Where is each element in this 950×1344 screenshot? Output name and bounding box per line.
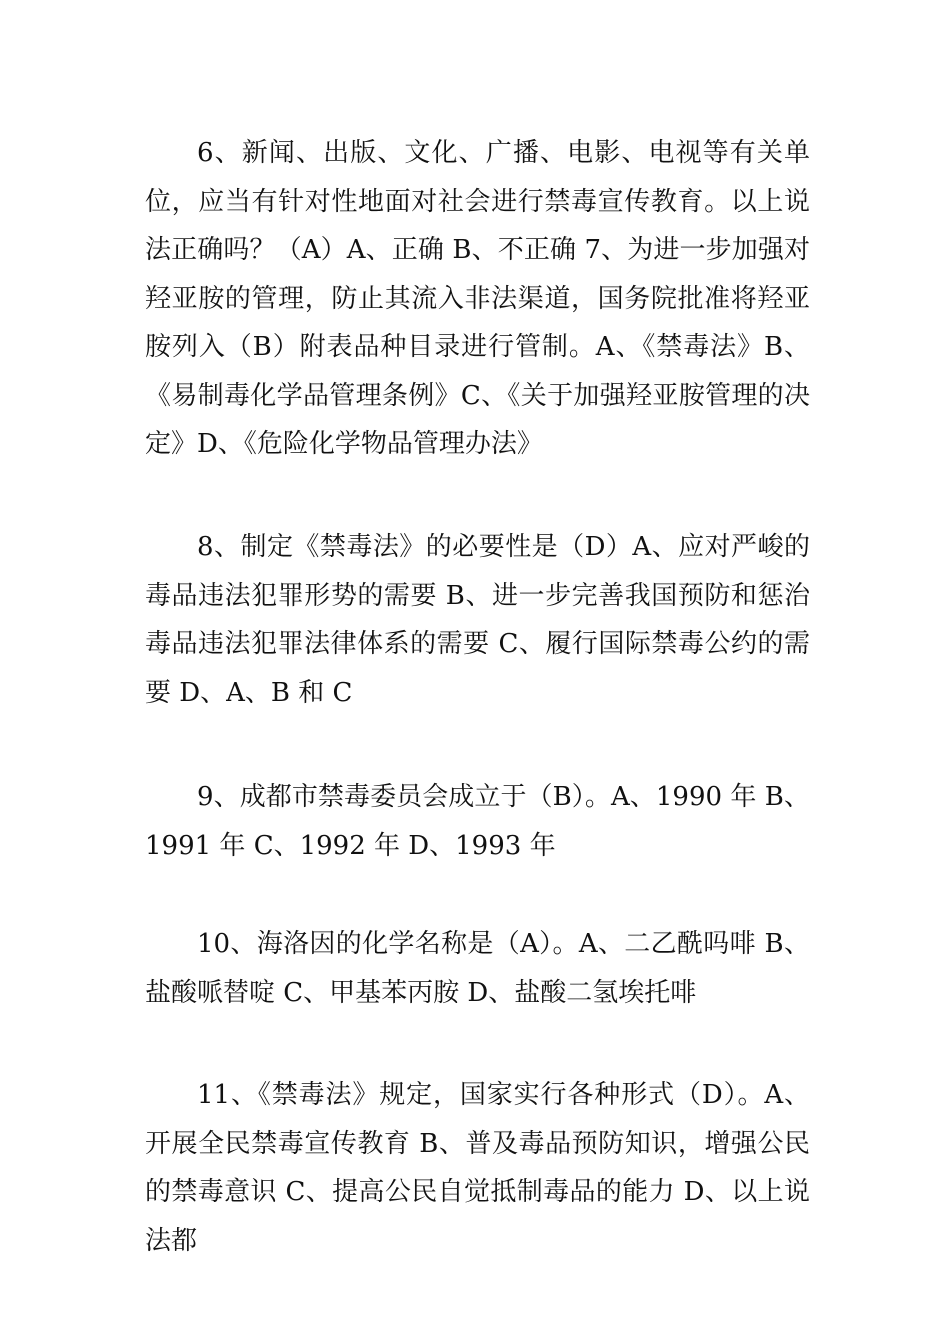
question-11-paragraph: 11、《禁毒法》规定，国家实行各种形式（D）。A、开展全民禁毒宣传教育 B、普及毒品预防知识，增强公民的禁毒意识 C、提高公民自觉抵制毒品的能力 D、以上说法都 <box>145 1080 810 1256</box>
question-10-paragraph: 10、海洛因的化学名称是（A）。A、二乙酰吗啡 B、盐酸哌替啶 C、甲基苯丙胺 D、盐酸二氢埃托啡 <box>145 929 810 1008</box>
question-8-paragraph: 8、制定《禁毒法》的必要性是（D）A、应对严峻的毒品违法犯罪形势的需要 B、进一步完善我国预防和惩治毒品违法犯罪法律体系的需要 C、履行国际禁毒公约的需要 D、A、B 和 C <box>145 532 810 708</box>
question-9-paragraph: 9、成都市禁毒委员会成立于（B）。A、1990 年 B、1991 年 C、1992 年 D、1993 年 <box>145 782 810 861</box>
question-6-7-paragraph: 6、新闻、出版、文化、广播、电影、电视等有关单位，应当有针对性地面对社会进行禁毒宣传教育。以上说法正确吗？（A）A、正确 B、不正确 7、为进一步加强对羟亚胺的管理，防止其流入非法渠道，国务院批准将羟亚胺列入（B）附表品种目录进行管制。A、《禁毒法》B、《易制毒化学品管理条例》C、《关于加强羟亚胺管理的决定》D、《危险化学物品管理办法》 <box>145 138 810 459</box>
